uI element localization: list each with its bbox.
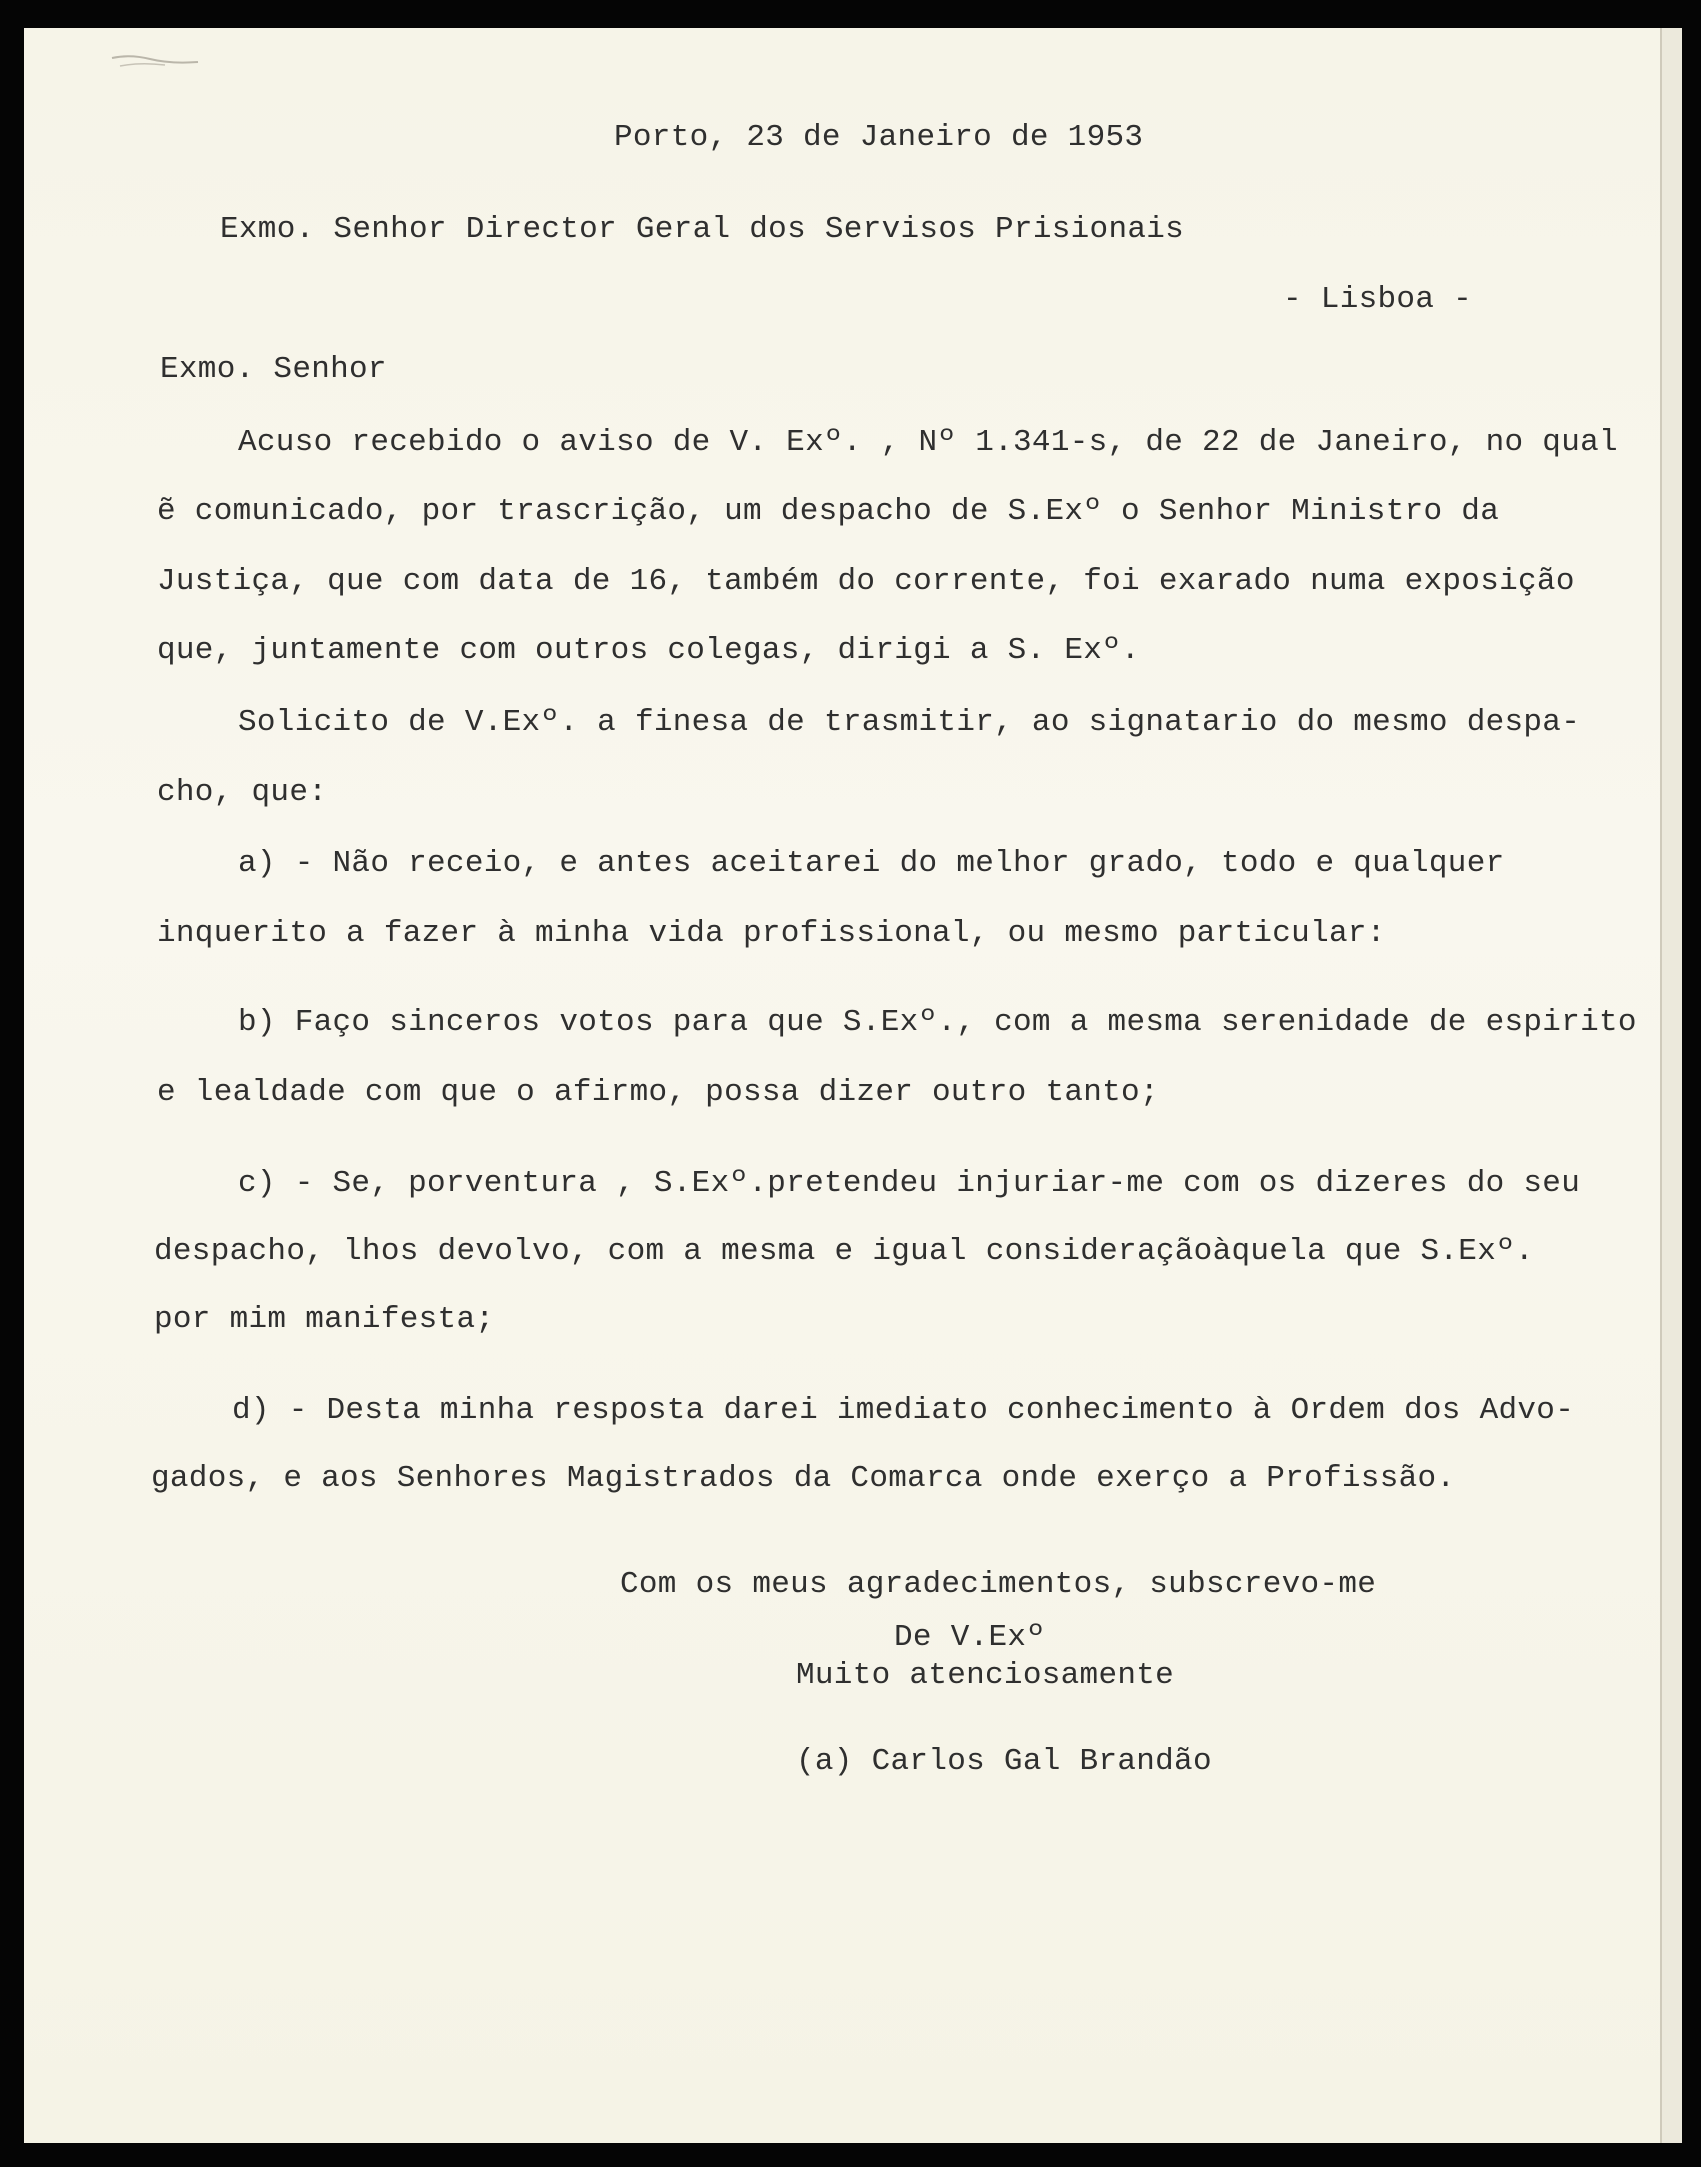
item-d-line: gados, e aos Senhores Magistrados da Comarca onde exerço a Profissão. [151, 1461, 1456, 1496]
closing-de: De V.Exº [894, 1620, 1046, 1655]
salutation: Exmo. Senhor [160, 352, 387, 387]
signature: (a) Carlos Gal Brandão [796, 1744, 1212, 1779]
item-a-line: a) - Não receio, e antes aceitarei do melhor grado, todo e qualquer [238, 846, 1505, 881]
item-d-line: d) - Desta minha resposta darei imediato conhecimento à Ordem dos Advo- [232, 1393, 1575, 1428]
date-line: Porto, 23 de Janeiro de 1953 [614, 120, 1144, 155]
page-edge [1660, 28, 1682, 2143]
item-b-line: e lealdade com que o afirmo, possa dizer outro tanto; [157, 1075, 1159, 1110]
location-line: - Lisboa - [1283, 282, 1473, 317]
recipient-line: Exmo. Senhor Director Geral dos Servisos Prisionais [220, 212, 1185, 247]
item-b-line: b) Faço sinceros votos para que S.Exº., com a mesma serenidade de espirito [238, 1005, 1637, 1040]
item-c-line: despacho, lhos devolvo, com a mesma e igual consideraçãoàquela que S.Exº. [154, 1234, 1534, 1269]
paragraph1-line: Justiça, que com data de 16, também do corrente, foi exarado numa exposição [157, 564, 1575, 599]
item-a-line: inquerito a fazer à minha vida profissional, ou mesmo particular: [157, 916, 1386, 951]
paragraph2-line: Solicito de V.Exº. a finesa de trasmitir, ao signatario do mesmo despa- [238, 705, 1581, 740]
closing-regards: Muito atenciosamente [796, 1658, 1175, 1693]
paragraph1-line: Acuso recebido o aviso de V. Exº. , Nº 1.341-s, de 22 de Janeiro, no qual [238, 425, 1618, 460]
ink-smudge-icon [110, 50, 200, 72]
closing-thanks: Com os meus agradecimentos, subscrevo-me [620, 1567, 1377, 1602]
paragraph2-line: cho, que: [157, 775, 328, 810]
item-c-line: c) - Se, porventura , S.Exº.pretendeu injuriar-me com os dizeres do seu [238, 1166, 1581, 1201]
paragraph1-line: ẽ comunicado, por trascrição, um despacho de S.Exº o Senhor Ministro da [157, 494, 1500, 529]
item-c-line: por mim manifesta; [154, 1302, 495, 1337]
paragraph1-line: que, juntamente com outros colegas, dirigi a S. Exº. [157, 633, 1140, 668]
